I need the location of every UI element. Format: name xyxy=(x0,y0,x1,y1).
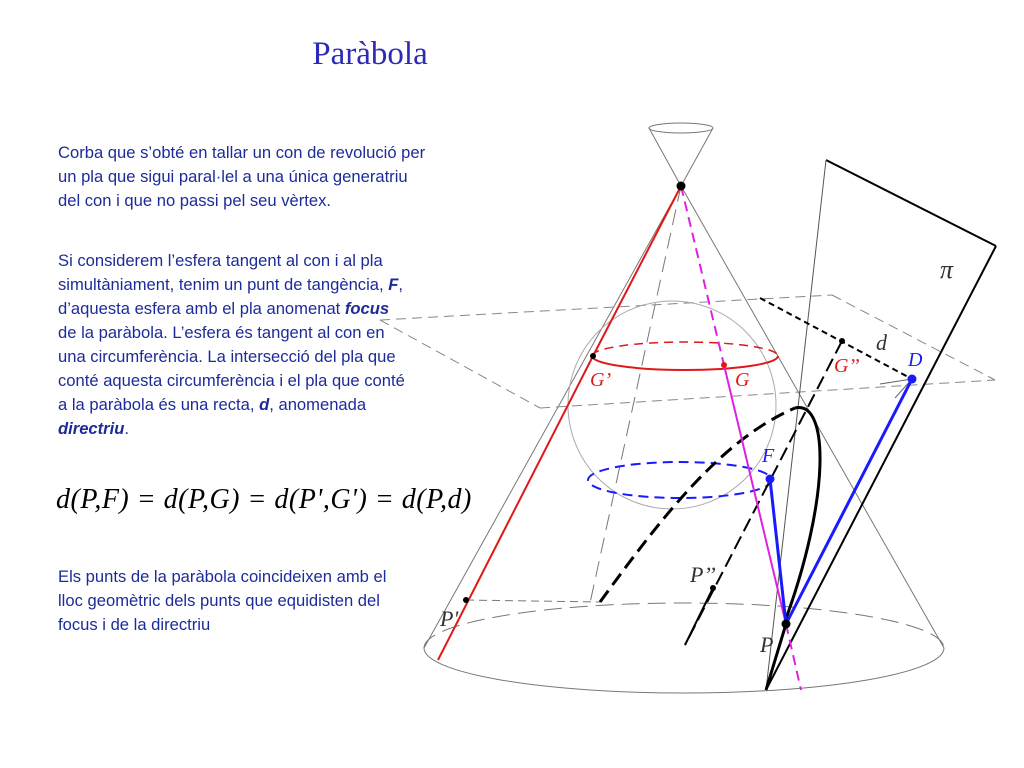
cone-edge-left xyxy=(424,186,681,648)
cone-base-back xyxy=(424,603,944,648)
p-prime-label: P' xyxy=(440,606,459,631)
point-g-double-prime xyxy=(839,338,845,344)
cutting-plane-top-edge xyxy=(826,160,996,246)
d-label: d xyxy=(876,330,887,355)
red-generatrix-upper xyxy=(593,186,681,356)
directrix-letter-term: d xyxy=(259,395,270,414)
text-fragment: Si considerem l’esfera tangent al con i al pla simultàniament, tenim un punt de tangència, xyxy=(58,251,389,294)
page-title: Paràbola xyxy=(312,36,428,72)
pdoubleprime-segment xyxy=(685,588,713,645)
distance-equality-formula: d(P,F) = d(P,G) = d(P',G') = d(P,d) xyxy=(56,484,472,515)
segment-pf xyxy=(770,479,786,624)
f-label: F xyxy=(762,445,775,467)
locus-paragraph: Els punts de la paràbola coincideixen amb el lloc geomètric dels punts que equidisten del focus i de la directriu xyxy=(58,567,387,634)
point-f xyxy=(766,475,775,484)
magenta-generatrix-lower xyxy=(786,624,801,690)
d-point-label: D xyxy=(908,349,923,371)
text-fragment: , d’aquesta esfera amb el pla anomenat xyxy=(58,275,403,318)
focus-point-term: F xyxy=(388,275,399,294)
directrix-term: directriu xyxy=(58,419,125,438)
circle-through-pprime xyxy=(466,600,600,602)
cone-base-front xyxy=(424,648,944,693)
cone-vertex-point xyxy=(677,182,686,191)
horizontal-plane-back-edge xyxy=(380,295,832,320)
contact-circle-back xyxy=(592,342,778,356)
p-double-prime-label: P’’ xyxy=(690,562,716,587)
upper-cone-edge-left xyxy=(649,128,681,186)
point-d xyxy=(908,375,917,384)
upper-cone-edge-right xyxy=(681,128,713,186)
text-fragment: . xyxy=(124,419,130,438)
contact-circle-front xyxy=(592,356,778,370)
horizontal-plane-left-edge xyxy=(380,320,540,408)
pi-label: π xyxy=(940,255,954,284)
definition-paragraph: Corba que s’obté en tallar un con de revolució per un pla que sigui paral·lel a una única generatriu del con i que no passi pel seu vèrtex. xyxy=(58,143,426,210)
point-g-prime xyxy=(590,353,596,359)
g-double-prime-label: G’’ xyxy=(834,355,860,377)
focus-term: focus xyxy=(344,299,390,318)
g-label: G xyxy=(735,369,750,391)
hidden-generatrix xyxy=(590,186,681,603)
text-fragment: , anomenada xyxy=(269,395,367,414)
cutting-plane-right-edge xyxy=(766,246,996,690)
text-fragment: de la paràbola. L’esfera és tangent al con en una circumferència. La intersecció del pla que conté aquesta circumferència i el pla que conté a la paràbola és una recta, xyxy=(58,323,405,414)
magenta-generatrix-middle xyxy=(724,365,786,624)
directrix-marker xyxy=(880,379,912,384)
p-label: P xyxy=(760,632,774,657)
upper-cone-rim xyxy=(649,123,713,133)
point-p xyxy=(782,620,791,629)
red-generatrix-lower xyxy=(438,356,593,660)
g-prime-label: G’ xyxy=(590,369,612,391)
magenta-generatrix-upper xyxy=(681,186,724,365)
segment-pd xyxy=(786,379,912,624)
point-g xyxy=(721,362,727,368)
point-p-prime xyxy=(463,597,469,603)
